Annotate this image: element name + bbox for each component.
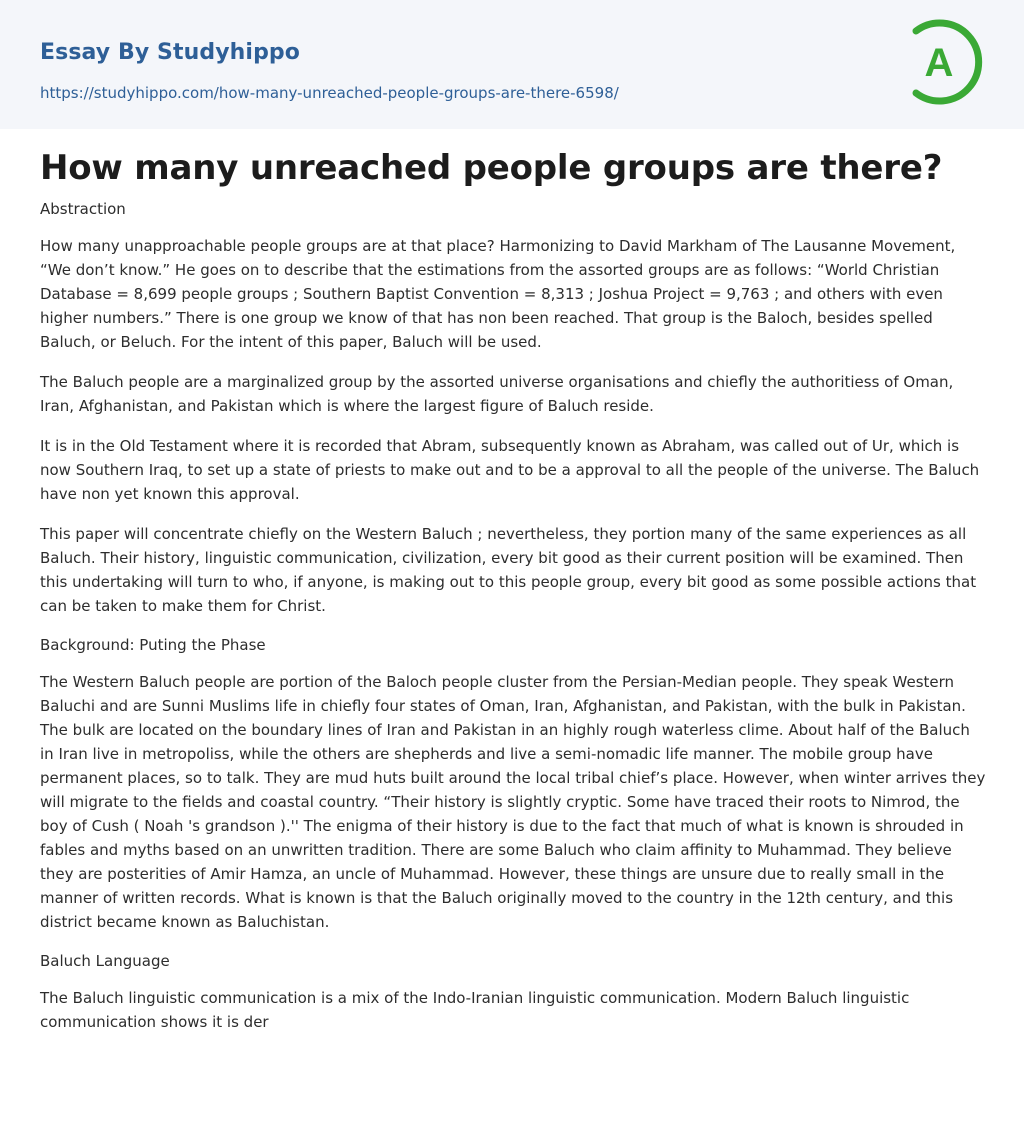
studyhippo-logo-icon[interactable] xyxy=(908,18,988,106)
paragraph: How many unapproachable people groups are at that place? Harmonizing to David Markham of The Lausanne Movement, “We don’t know.” He goes on to describe that the estimations from the assorted groups are as follows: “World Christian Database = 8,699 people groups ; Southern Baptist Convention = 8,313 ; Joshua Project = 9,763 ; and others with even higher numbers.” There is one group we know of that has non been reached. That group is the Baloch, besides spelled Baluch, or Beluch. For the intent of this paper, Baluch will be used. xyxy=(40,237,956,351)
paragraph: This paper will concentrate chiefly on the Western Baluch ; nevertheless, they portion many of the same experiences as all Baluch. Their history, linguistic communication, civilization, every bit good as their current position will be examined. Then this undertaking will turn to who, if anyone, is making out to this people group, every bit good as some possible actions that can be taken to make them for Christ. xyxy=(40,525,977,615)
site-brand[interactable]: Essay By Studyhippo xyxy=(40,40,300,65)
essay-url-link[interactable]: https://studyhippo.com/how-many-unreached-people-groups-are-there-6598/ xyxy=(40,84,619,102)
paragraph: The Western Baluch people are portion of the Baloch people cluster from the Persian-Median people. They speak Western Baluchi and are Sunni Muslims life in chiefly four states of Oman, Iran, Afghanistan, and Pakistan, with the bulk in Pakistan. The bulk are located on the boundary lines of Iran and Pakistan in an highly rough waterless clime. About half of the Baluch in Iran live in metropoliss, while the others are shepherds and live a semi-nomadic life manner. The mobile group have permanent places, so to talk. They are mud huts built around the local tribal chief’s place. However, when winter arrives they will migrate to the fields and coastal country. “Their history is slightly cryptic. Some have traced their roots to Nimrod, the boy of Cush ( Noah 's grandson ).'' The enigma of their history is due to the fact that much of what is known is shrouded in fables and myths based on an unwritten tradition. There are some Baluch who claim affinity to Muhammad. They believe they are posterities of Amir Hamza, an uncle of Muhammad. However, these things are unsure due to really small in the manner of written records. What is known is that the Baluch originally moved to the country in the 12th century, and this district became known as Baluchistan. xyxy=(40,673,986,931)
article-content xyxy=(40,146,986,1050)
site-header xyxy=(0,0,1024,129)
page-title: How many unreached people groups are there? xyxy=(40,148,943,188)
paragraph: The Baluch people are a marginalized group by the assorted universe organisations and chiefly the authoritiess of Oman, Iran, Afghanistan, and Pakistan which is where the largest figure of Baluch reside. xyxy=(40,373,954,415)
paragraph: The Baluch linguistic communication is a mix of the Indo-Iranian linguistic communication. Modern Baluch linguistic communication shows it is der xyxy=(40,989,910,1031)
article-body xyxy=(40,198,986,1034)
logo-letter: A xyxy=(924,41,954,85)
section-heading: Background: Puting the Phase xyxy=(40,636,266,654)
section-heading: Baluch Language xyxy=(40,952,170,970)
section-heading: Abstraction xyxy=(40,200,126,218)
paragraph: It is in the Old Testament where it is recorded that Abram, subsequently known as Abraham, was called out of Ur, which is now Southern Iraq, to set up a state of priests to make out and to be a approval to all the people of the universe. The Baluch have non yet known this approval. xyxy=(40,437,980,503)
